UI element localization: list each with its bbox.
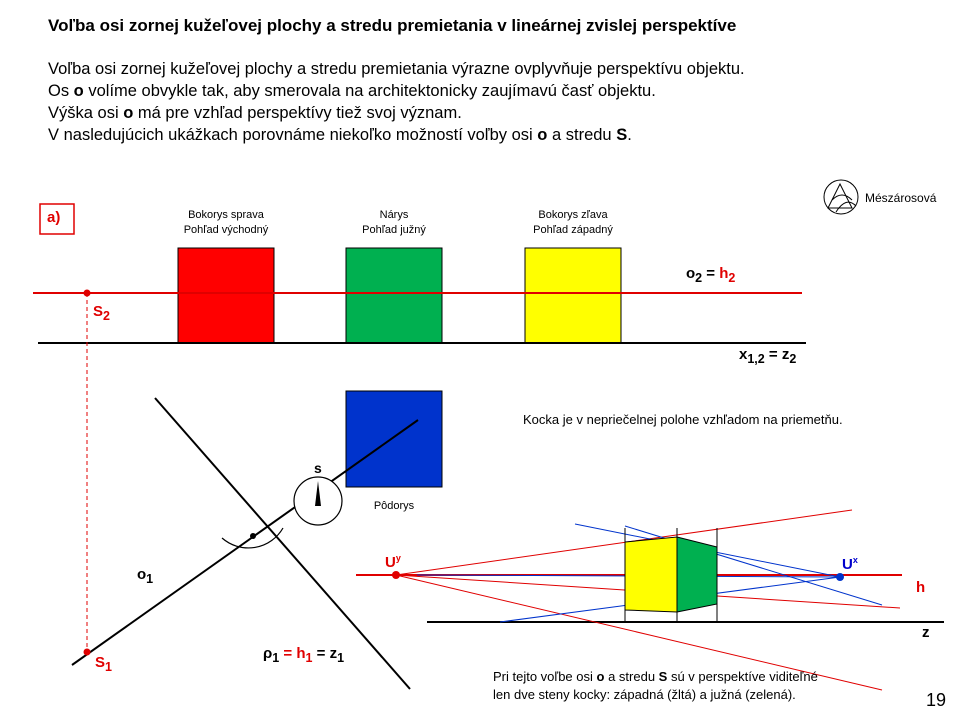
label-uy: $U^y$ [385,553,401,571]
label-rho1-h1-z1: $\rho_1 = h_1 = z_1$ [263,645,345,665]
page-title: Voľba osi zornej kužeľovej plochy a stredu premietania v lineárnej zvislej perspektíve [48,16,737,35]
label-o2-h2: $o_2 = h_2$ [686,265,736,285]
plan-view-caption: Pôdorys [373,500,415,512]
label-s2: $S_2$ [93,303,110,323]
intro-line-1: Voľba osi zornej kužeľovej plochy a stredu premietania výrazne ovplyvňuje perspektívu objektu. [48,60,745,78]
label-h: h [916,579,926,596]
left-side-view-square [525,248,621,343]
label-z: z [922,624,930,641]
label-s1: $S_1$ [95,654,112,674]
author-logo-icon [824,180,858,214]
label-ux: $U^x$ [842,555,858,573]
label-o1: $o_1$ [137,566,154,586]
north-label: s [314,460,322,476]
intro-line-4: V nasledujúcich ukážkach porovnáme niekoľko možností voľby osi o a stredu S. [48,126,632,144]
perspective-construction [356,510,944,690]
intro-line-3: Výška osi o má pre vzhľad perspektívy tiež svoj význam. [48,104,462,122]
point-s2 [84,290,91,297]
right-view-caption: Bokorys sprava Pohľad východný [183,209,269,236]
point-s1 [84,649,91,656]
right-side-view-square [178,248,274,343]
cube-position-note: Kocka je v nepriečelnej polohe vzhľadom na priemetňu. [523,412,843,427]
conclusion-note: Pri tejto voľbe osi o a stredu S sú v perspektíve viditeľné len dve steny kocky: západná (žltá) a južná (zelená). [493,669,818,702]
author-name: Mészárosová [865,191,937,205]
front-view-square [346,248,442,343]
right-angle-dot [250,533,256,539]
north-compass-icon [294,477,342,525]
intro-line-2: Os o volíme obvykle tak, aby smerovala na architektonicky zaujímavú časť objektu. [48,82,656,100]
left-view-caption: Bokorys zľava Pohľad západný [533,209,613,236]
picture-plane-rho1-line [72,420,418,665]
plan-view-square [346,391,442,487]
page-number: 19 [926,690,947,710]
label-x12-z2: $x_{1,2} = z_2$ [739,346,797,366]
front-view-caption: Nárys Pohľad južný [362,209,426,236]
variant-label: a) [47,209,61,226]
